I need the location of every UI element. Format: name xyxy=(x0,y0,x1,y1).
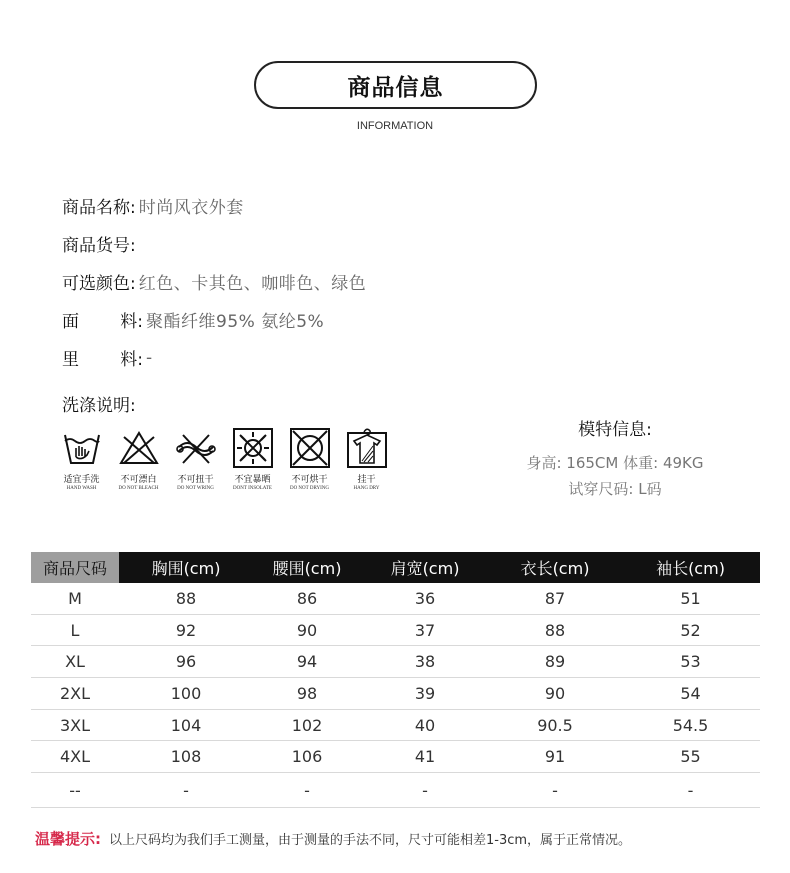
cell-length: 89 xyxy=(544,652,566,672)
no-sun-icon xyxy=(232,427,274,469)
hand-wash-icon xyxy=(61,427,103,469)
cell-size: L xyxy=(70,620,80,640)
lining-label: 里 料: xyxy=(62,350,143,370)
table-row xyxy=(31,678,760,710)
section-subtitle: INFORMATION xyxy=(356,120,434,132)
table-row xyxy=(31,615,760,647)
size-table-header xyxy=(31,552,760,583)
cell-shoulder: 36 xyxy=(414,588,436,608)
header-shoulder: 肩宽(cm) xyxy=(390,559,460,578)
header-length: 衣长(cm) xyxy=(520,559,590,578)
wash-item-no-tumble-dry: 不可烘干 DO NOT DRYING xyxy=(285,427,334,491)
header-sleeve: 袖长(cm) xyxy=(656,559,725,578)
fabric-value: 聚酯纤维95% 氨纶5% xyxy=(146,312,325,332)
product-name-label: 商品名称: xyxy=(62,198,136,218)
cell-chest: 88 xyxy=(175,588,197,608)
cell-waist: 90 xyxy=(296,620,318,640)
cell-shoulder: 38 xyxy=(414,652,436,672)
wash-item-no-bleach: 不可漂白 DO NOT BLEACH xyxy=(114,427,163,491)
color-options-value: 红色、卡其色、咖啡色、绿色 xyxy=(138,274,367,294)
cell-size: 3XL xyxy=(59,715,91,735)
no-tumble-dry-icon xyxy=(289,427,331,469)
table-row xyxy=(31,773,760,808)
cell-length: 90.5 xyxy=(537,715,573,735)
product-name-value: 时尚风衣外套 xyxy=(138,198,244,218)
section-title: 商品信息 xyxy=(254,61,537,109)
cell-sleeve: 53 xyxy=(680,652,701,672)
cell-shoulder: 41 xyxy=(414,747,436,767)
wash-item-no-wring: 不可扭干 DO NOT WRING xyxy=(171,427,220,491)
header-waist: 腰围(cm) xyxy=(272,559,342,578)
cell-length: 88 xyxy=(544,620,566,640)
warm-tip-text: 以上尺码均为我们手工测量，由于测量的手法不同，尺寸可能相差1-3cm，属于正常情况。 xyxy=(109,833,632,848)
cell-sleeve: 52 xyxy=(680,620,701,640)
wash-item-hang-dry: 挂干 HANG DRY xyxy=(342,427,391,491)
wash-item-no-sun: 不宜暴晒 DONT INSOLATE xyxy=(228,427,277,491)
product-name-row xyxy=(62,193,244,218)
cell-chest: - xyxy=(183,780,189,800)
cell-waist: 106 xyxy=(291,747,323,767)
cell-waist: 94 xyxy=(296,652,318,672)
cell-chest: 108 xyxy=(170,747,202,767)
cell-shoulder: 37 xyxy=(414,620,436,640)
cell-size: 2XL xyxy=(59,683,91,703)
cell-shoulder: - xyxy=(422,780,428,800)
cell-sleeve: 54 xyxy=(680,683,701,703)
table-row xyxy=(31,741,760,773)
no-bleach-icon xyxy=(118,427,160,469)
model-info-title: 模特信息: xyxy=(578,420,652,440)
model-height-weight: 身高: 165CM 体重: 49KG xyxy=(526,454,704,472)
lining-row xyxy=(62,345,153,370)
cell-waist: - xyxy=(304,780,310,800)
cell-length: 90 xyxy=(544,683,566,703)
cell-chest: 104 xyxy=(170,715,202,735)
cell-shoulder: 40 xyxy=(414,715,436,735)
cell-length: - xyxy=(552,780,558,800)
cell-length: 87 xyxy=(544,588,566,608)
cell-waist: 86 xyxy=(296,588,318,608)
product-sku-label: 商品货号: xyxy=(62,236,136,256)
cell-shoulder: 39 xyxy=(414,683,436,703)
model-trial-size: 试穿尺码: L码 xyxy=(568,480,662,498)
cell-size: XL xyxy=(65,652,85,672)
warm-tip-label: 温馨提示: xyxy=(35,830,101,848)
cell-chest: 96 xyxy=(175,652,197,672)
table-row xyxy=(31,646,760,678)
hang-dry-icon xyxy=(346,427,388,469)
cell-size: 4XL xyxy=(59,747,91,767)
table-row xyxy=(31,583,760,615)
cell-sleeve: - xyxy=(687,780,694,800)
cell-sleeve: 51 xyxy=(680,588,701,608)
cell-sleeve: 54.5 xyxy=(672,715,709,735)
warm-tip xyxy=(35,828,631,849)
cell-sleeve: 55 xyxy=(680,747,701,767)
wash-item-hand-wash: 适宜手洗 HAND WASH xyxy=(57,427,106,491)
lining-value: - xyxy=(146,347,153,368)
size-table xyxy=(31,552,760,808)
wash-instructions-title: 洗涤说明: xyxy=(62,396,136,416)
fabric-label: 面 料: xyxy=(62,312,143,332)
product-sku-row xyxy=(62,231,139,256)
fabric-row xyxy=(62,307,324,332)
cell-waist: 102 xyxy=(291,715,323,735)
cell-length: 91 xyxy=(544,747,566,767)
color-options-row xyxy=(62,269,366,294)
size-table-body xyxy=(31,583,760,808)
color-options-label: 可选颜色: xyxy=(62,274,136,294)
wash-icons-row xyxy=(57,427,391,491)
header-size: 商品尺码 xyxy=(31,552,119,583)
header-chest: 胸围(cm) xyxy=(151,559,221,578)
table-row xyxy=(31,710,760,742)
cell-size: -- xyxy=(69,780,81,800)
cell-size: M xyxy=(68,588,82,608)
no-wring-icon xyxy=(175,427,217,469)
cell-chest: 92 xyxy=(175,620,197,640)
cell-chest: 100 xyxy=(170,683,202,703)
cell-waist: 98 xyxy=(296,683,318,703)
